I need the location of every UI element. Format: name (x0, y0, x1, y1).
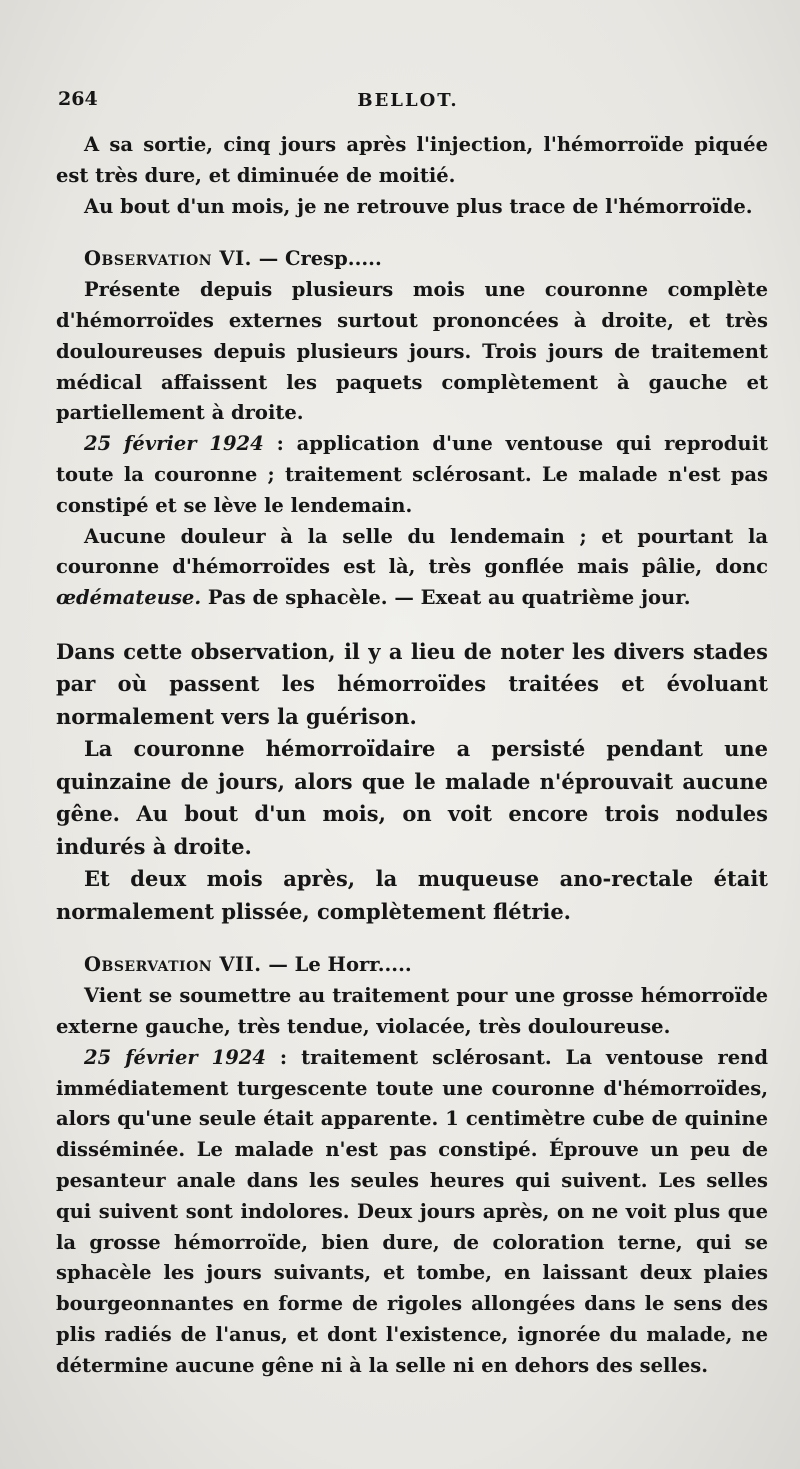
observation-heading (56, 244, 768, 275)
page-header (58, 88, 758, 118)
date: 25 février 1924 (84, 432, 264, 456)
paragraph-text: : application d'une ventouse qui reproduit toute la couronne ; traitement sclérosant. Le malade n'est pas constipé et se lève le lendemain. (56, 432, 768, 517)
paragraph (56, 522, 768, 614)
paragraph (56, 1043, 768, 1382)
date: 25 février 1924 (84, 1045, 266, 1069)
paragraph: Et deux mois après, la muqueuse ano-rectale était normalement plissée, complètement flétrie. (56, 866, 768, 924)
observation-label: Observation VI. (84, 247, 252, 271)
paragraph: Dans cette observation, il y a lieu de noter les divers stades par où passent les hémorroïdes traitées et évoluant normalement vers la guérison. (56, 638, 768, 729)
paragraph-text: : traitement sclérosant. La ventouse rend immédiatement turgescente toute une couronne d'hémorroïdes, alors qu'une seule était apparente. 1 centimètre cube de quinine disséminée. Le malade n'est pas constipé. Éprouve un peu de pesanteur anale dans les seules heures qui suivent. Les selles qui suivent sont indolores. Deux jours après, on ne voit plus que la grosse hémorroïde, bien dure, de coloration terne, qui se sphacèle les jours suivants, et tombe, en laissant deux plaies bourgeonnantes en forme de rigoles allongées dans le sens des plis radiés de l'anus, et dont l'existence, ignorée du malade, ne détermine aucune gêne ni à la selle ni en dehors des selles. (56, 1045, 768, 1377)
running-title: BELLOT. (357, 90, 459, 111)
page-number: 264 (58, 88, 98, 110)
paragraph: A sa sortie, cinq jours après l'injection, l'hémorroïde piquée est très dure, et diminuée de moitié. (56, 133, 768, 187)
italic-term: œdémateuse. (56, 586, 202, 610)
paragraph: Vient se soumettre au traitement pour une grosse hémorroïde externe gauche, très tendue, violacée, très douloureuse. (56, 984, 768, 1039)
observation-subject: — Le Horr..... (261, 953, 412, 977)
observation-subject: — Cresp..... (251, 247, 382, 271)
body-text (56, 130, 768, 1382)
paragraph: Présente depuis plusieurs mois une couronne complète d'hémorroïdes externes surtout prononcées à droite, et très douloureuses depuis plusieurs jours. Trois jours de traitement médical affaissent les paquets complètement à gauche et partiellement à droite. (56, 278, 768, 425)
paragraph-text: Pas de sphacèle. — Exeat au quatrième jour. (201, 586, 691, 610)
observation-heading (56, 950, 768, 981)
observation-label: Observation VII. (84, 953, 262, 977)
paragraph: Au bout d'un mois, je ne retrouve plus trace de l'hémorroïde. (84, 194, 753, 218)
paragraph (56, 429, 768, 521)
paragraph: La couronne hémorroïdaire a persisté pendant une quinzaine de jours, alors que le malade n'éprouvait aucune gêne. Au bout d'un mois, on voit encore trois nodules indurés à droite. (56, 736, 768, 859)
paragraph-text: Aucune douleur à la selle du lendemain ; et pourtant la couronne d'hémorroïdes est là, très gonflée mais pâlie, donc (56, 524, 768, 579)
